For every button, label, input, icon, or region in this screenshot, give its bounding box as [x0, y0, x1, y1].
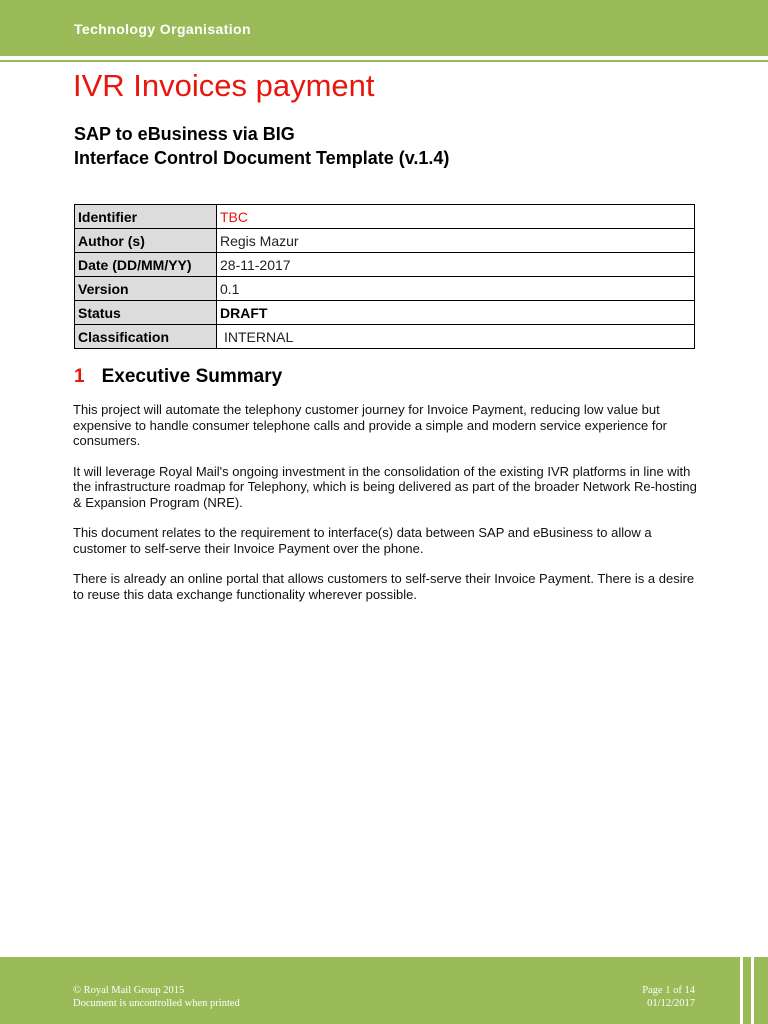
identifier-label: Identifier — [75, 205, 217, 229]
uncontrolled-notice: Document is uncontrolled when printed — [73, 998, 240, 1009]
footer-right — [642, 984, 695, 1010]
summary-paragraph: It will leverage Royal Mail's ongoing investment in the consolidation of the existing IVR platforms in line with the infrastructure roadmap for Telephony, which is being delivered as part of the broader Network Re-hosting & Expansion Program (NRE). — [73, 463, 697, 510]
page-number: Page 1 of 14 — [642, 985, 695, 996]
date-label: Date (DD/MM/YY) — [75, 253, 217, 277]
author-label: Author (s) — [75, 229, 217, 253]
footer-stripe — [740, 957, 743, 1024]
section-heading — [74, 366, 282, 388]
version-value: 0.1 — [217, 277, 695, 301]
status-value: DRAFT — [217, 301, 695, 325]
summary-paragraph: There is already an online portal that allows customers to self-serve their Invoice Payment. There is a desire to reuse this data exchange functionality wherever possible. — [73, 571, 695, 602]
header-rule — [0, 60, 768, 62]
author-value: Regis Mazur — [217, 229, 695, 253]
table-row — [75, 253, 695, 277]
classification-label: Classification — [75, 325, 217, 349]
classification-value: INTERNAL — [217, 325, 695, 349]
section-title: Executive Summary — [101, 366, 283, 387]
version-label: Version — [75, 277, 217, 301]
table-row — [75, 277, 695, 301]
date-value: 28-11-2017 — [217, 253, 695, 277]
subtitle-line-2: Interface Control Document Template (v.1.4) — [74, 148, 450, 168]
footer-date: 01/12/2017 — [647, 998, 695, 1009]
summary-paragraph: This document relates to the requirement to interface(s) data between SAP and eBusiness to allow a customer to self-serve their Invoice Payment over the phone. — [73, 525, 652, 556]
table-row — [75, 205, 695, 229]
table-row — [75, 229, 695, 253]
identifier-value: TBC — [217, 205, 695, 229]
document-subtitle — [74, 122, 449, 170]
summary-paragraph: This project will automate the telephony customer journey for Invoice Payment, reducing low value but expensive to handle consumer telephone calls and provide a simple and modern service experience for consumers. — [73, 402, 668, 448]
footer-stripe — [751, 957, 754, 1024]
organisation-name: Technology Organisation — [74, 21, 251, 37]
executive-summary-body — [73, 402, 703, 617]
table-row — [75, 301, 695, 325]
document-title: IVR Invoices payment — [73, 68, 375, 103]
section-number: 1 — [74, 366, 85, 387]
subtitle-line-1: SAP to eBusiness via BIG — [74, 124, 295, 144]
status-label: Status — [75, 301, 217, 325]
copyright-text: © Royal Mail Group 2015 — [73, 985, 185, 996]
footer-left — [73, 984, 240, 1010]
table-row — [75, 325, 695, 349]
document-info-table — [74, 204, 695, 349]
